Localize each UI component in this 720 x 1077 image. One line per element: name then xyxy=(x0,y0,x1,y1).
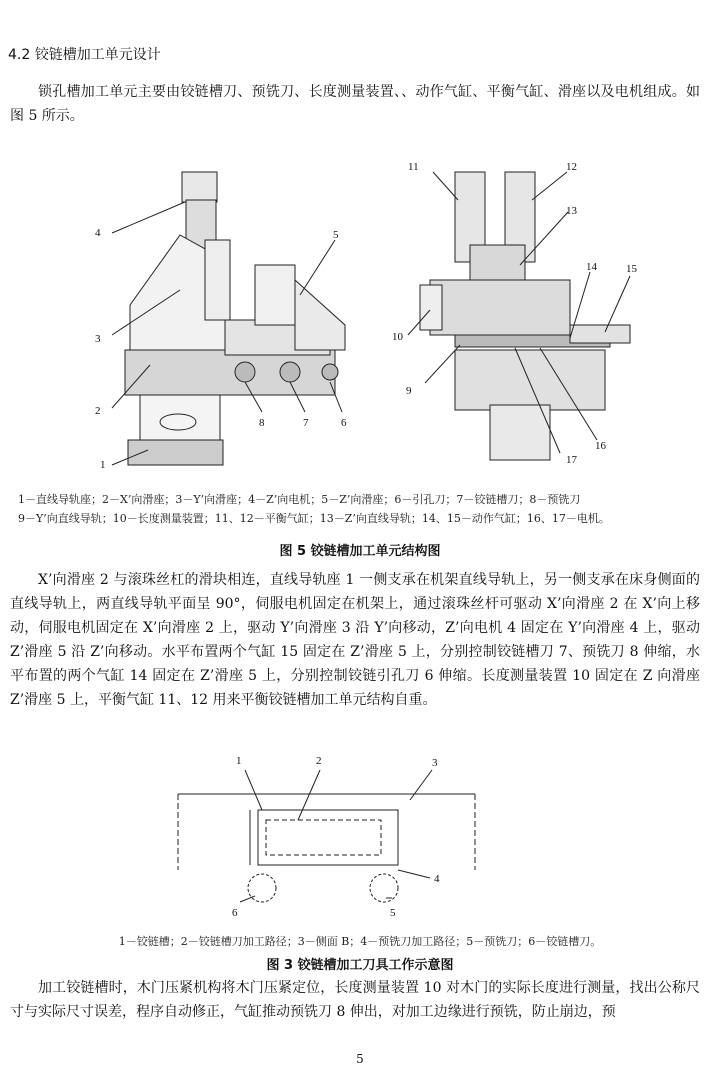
fig5-label-17: 17 xyxy=(566,454,577,466)
figure5-caption-line1: 1－直线导轨座；2－X’向滑座；3－Y’向滑座；4－Z’向电机；5－Z’向滑座；6－引孔刀；7－铰链槽刀；8－预铣刀 xyxy=(18,493,581,506)
fig5-label-15: 15 xyxy=(626,263,637,275)
body-paragraph: X’向滑座 2 与滚珠丝杠的滑块相连，直线导轨座 1 一侧支承在机架直线导轨上，另一侧支承在床身侧面的直线导轨上，两直线导轨平面呈 90°，伺服电机固定在机架上，通过滚珠丝杆可驱动 X’向滑座 2 在 X’向上移动，伺服电机固定在 X’向滑座 2 上，驱动 Y’向滑座 3 沿 Y’向移动，Z’向电机 4 固定在 Y’向滑座 4 上，驱动 Z’滑座 5 沿 Z’向移动。水平布置两个气缸 15 固定在 Z’滑座 5 上，分别控制铰链槽刀 7、预铣刀 8 伸缩，水平布置的两个气缸 14 固定在 Z’滑座 5 上，分别控制铰链引孔刀 6 伸缩。长度测量装置 10 固定在 Z 向滑座 Z’滑座 5 上，平衡气缸 11、12 用来平衡铰链槽加工单元结构自重。 xyxy=(10,572,700,708)
fig5-label-14: 14 xyxy=(586,261,597,273)
fig3-label-2: 2 xyxy=(316,755,322,767)
fig3-label-6: 6 xyxy=(232,907,238,919)
intro-paragraph: 锁孔槽加工单元主要由铰链槽刀、预铣刀、长度测量装置、、动作气缸、平衡气缸、滑座以及电机组成。如图 5 所示。 xyxy=(10,84,700,124)
section-heading: 4.2 铰链槽加工单元设计 xyxy=(8,47,161,63)
fig3-label-4: 4 xyxy=(434,873,440,885)
fig3-label-3: 3 xyxy=(432,757,438,769)
figure3-title: 图 3 铰链槽加工刀具工作示意图 xyxy=(266,958,454,973)
fig5-label-16: 16 xyxy=(595,440,606,452)
figure5-drawing xyxy=(0,150,720,480)
figure5-title: 图 5 铰链槽加工单元结构图 xyxy=(279,544,441,559)
figure3-drawing xyxy=(0,755,720,920)
fig5-label-12: 12 xyxy=(566,161,577,173)
fig5-label-10: 10 xyxy=(392,331,403,343)
figure5-caption-line2: 9－Y’向直线导轨；10－长度测量装置；11、12－平衡气缸；13－Z’向直线导轨；14、15－动作气缸；16、17－电机。 xyxy=(18,512,610,525)
fig5-label-11: 11 xyxy=(408,161,419,173)
fig5-label-3: 3 xyxy=(95,333,101,345)
fig5-label-4: 4 xyxy=(95,227,101,239)
fig5-label-9: 9 xyxy=(406,385,412,397)
page-number: 5 xyxy=(356,1052,364,1066)
fig5-label-13: 13 xyxy=(566,205,577,217)
figure3-caption: 1－铰链槽；2－铰链槽刀加工路径；3－侧面 B；4－预铣刀加工路径；5－预铣刀；6－铰链槽刀。 xyxy=(118,935,602,948)
final-paragraph: 加工铰链槽时，木门压紧机构将木门压紧定位，长度测量装置 10 对木门的实际长度进行测量，找出公称尺寸与实际尺寸误差，程序自动修正，气缸推动预铣刀 8 伸出，对加工边缘进行预铣，防止崩边，预 xyxy=(10,980,700,1020)
fig5-label-5: 5 xyxy=(333,229,339,241)
fig3-label-1: 1 xyxy=(236,755,242,767)
fig5-label-1: 1 xyxy=(100,459,106,471)
fig3-label-5: 5 xyxy=(390,907,396,919)
fig5-label-6: 6 xyxy=(341,417,347,429)
fig5-label-7: 7 xyxy=(303,417,309,429)
fig5-label-8: 8 xyxy=(259,417,265,429)
fig5-label-2: 2 xyxy=(95,405,101,417)
